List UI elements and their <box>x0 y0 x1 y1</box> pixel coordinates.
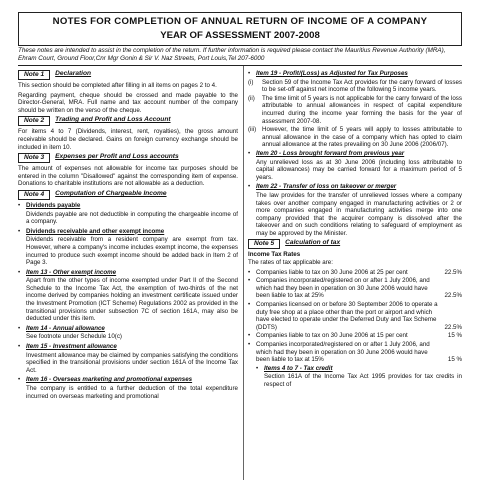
bullet-item <box>18 228 238 236</box>
bullet-icon: • <box>248 341 251 348</box>
bullet-heading: Item 19 - Profit/(Loss) as Adjusted for Tax Purposes <box>256 70 408 77</box>
rate-text: Companies incorporated/registered on or after 1 July 2006, and which had they been in operation on 30 June 2006 would have been liable to tax at 25% <box>256 277 430 300</box>
rate-value: 15 % <box>447 332 462 340</box>
bullet-heading: Item 16 - Overseas marketing and promotional expenses <box>26 376 193 384</box>
bullet-icon: • <box>18 324 21 332</box>
rate-text: Companies liable to tax on 30 June 2006 at 15 per cent <box>256 332 408 340</box>
bullet-icon: • <box>18 227 21 235</box>
list-number: (i) <box>248 78 254 86</box>
paragraph: Dividends receivable from a resident company are exempt from tax. However, where a company's income includes exempt income, the expenses incurred to produce such exempt income should be added back in Item 2 of Page 3. <box>26 236 238 267</box>
document-page <box>18 0 462 480</box>
note-label: Note 4 <box>18 190 50 200</box>
bullet-icon: • <box>248 70 251 77</box>
paragraph: Apart from the other types of income exempted under Part II of the Second Schedule to the Income Tax Act, the exemption of two-thirds of the net income derived by companies holding an investment certificate issued under the Investment Promotion (ICT Scheme) Regulations 2002 as provided in the transitional provisions under subsection 7C of section 161A, may also be deducted under this item. <box>26 277 238 323</box>
bullet-heading: Item 13 - Other exempt income <box>26 268 117 276</box>
bullet-icon: • <box>248 332 251 340</box>
note-2-header <box>18 116 238 126</box>
paragraph: Regarding payment, cheque should be crossed and made payable to the Director-General, MRA. Full name and tax account number of the company should be written on the verso of the cheque. <box>18 91 238 114</box>
page-title: NOTES FOR COMPLETION OF ANNUAL RETURN OF INCOME OF A COMPANY <box>52 16 428 27</box>
note-label: Note 5 <box>248 239 280 249</box>
bullet-item <box>248 150 462 158</box>
title-box <box>18 12 462 46</box>
note-title: Trading and Profit and Loss Account <box>55 116 171 124</box>
paragraph: The rates of tax applicable are: <box>248 259 333 267</box>
rate-value: 22.5% <box>444 323 462 331</box>
note-1-header <box>18 70 238 80</box>
intro-text: These notes are intended to assist in the completion of the return. If further information is required please contact the Mauritius Revenue Authority (MRA), Ehram Court, Ground Floor,Cnr Mgr Gonin & Sir V. Naz Streets, Port Louis,Tel 207-6000 <box>18 47 446 62</box>
bullet-item <box>248 183 462 191</box>
paragraph: The law provides for the transfer of unrelieved losses where a company takes over another company engaged in manufacturing activities or 2 or more companies engaged in manufacturing activities merge into one company provided that the acquirer company is dissolved after the takeover and on such conditions relating to safeguard of employment as may be approved by the Minister. <box>256 191 462 237</box>
rate-row <box>248 341 462 364</box>
list-number: (ii) <box>248 94 255 102</box>
bullet-icon: • <box>248 149 251 157</box>
rates-heading: Income Tax Rates <box>248 251 301 259</box>
list-number: (iii) <box>248 126 257 134</box>
bullet-item <box>18 376 238 384</box>
paragraph: The company is entitled to a further deduction of the total expenditure incurred on overseas marketing and promotional <box>26 385 238 400</box>
paragraph: Investment allowance may be claimed by companies satisfying the conditions specified in the transitional provisions under section 161A of the Income Tax Act. <box>26 351 238 374</box>
bullet-heading: Item 14 - Annual allowance <box>26 324 105 332</box>
rate-value: 15 % <box>447 356 462 364</box>
right-column <box>248 69 462 391</box>
note-label: Note 3 <box>18 153 50 163</box>
bullet-heading: Item 20 - Loss brought forward from previous year <box>256 149 405 157</box>
rate-value: 22.5% <box>444 268 462 276</box>
rate-row <box>248 269 462 277</box>
rate-row <box>248 301 462 331</box>
bullet-icon: • <box>248 301 251 309</box>
column-divider <box>243 66 244 480</box>
rate-value: 22.5% <box>444 292 462 300</box>
bullet-icon: • <box>248 183 251 191</box>
note-3-header <box>18 153 238 163</box>
bullet-icon: • <box>18 201 21 209</box>
paragraph: Section 161A of the Income Tax Act 1995 provides for tax credits in respect of <box>264 373 462 388</box>
note-5-header <box>248 239 462 249</box>
paragraph: Dividends payable are not deductible in computing the chargeable income of a company. <box>26 210 238 226</box>
list-text: Section 59 of the Income Tax Act provides for the carry forward of losses to be set-off against net income of the following 5 income years. <box>262 78 462 94</box>
bullet-item <box>18 202 238 210</box>
list-item <box>248 126 462 149</box>
bullet-item <box>18 325 238 333</box>
note-title: Calculation of tax <box>285 239 341 247</box>
divider <box>18 65 462 66</box>
note-title: Declaration <box>55 70 92 77</box>
bullet-heading: Item 22 - Transfer of loss on takeover or merger <box>256 183 397 191</box>
list-text: The time limit of 5 years is not applicable for the carry forward of the loss attributable to annual allowances in respect of capital expenditure incurred during the income year forming the basis for the year of assessment 2007-08. <box>262 94 462 125</box>
rate-row <box>248 332 462 340</box>
rate-text: Companies licensed on or before 30 September 2006 to operate a duty free shop at a place other than the port or airport and which have elected to operate under the Deferred Duty and Tax Scheme (DDTS) <box>256 301 438 331</box>
bullet-heading: Item 15 - Investment allowance <box>26 343 117 351</box>
bullet-heading: Dividends payable <box>26 201 81 209</box>
bullet-icon: • <box>18 376 21 384</box>
bullet-item <box>18 269 238 277</box>
bullet-heading: Dividends receivable and other exempt income <box>26 227 165 235</box>
bullet-heading: Items 4 to 7 - Tax credit <box>264 364 333 372</box>
bullet-icon: • <box>256 364 259 372</box>
bullet-icon: • <box>248 268 251 276</box>
paragraph: Any unrelieved loss as at 30 June 2006 (including loss attributable to capital allowances) may be carried forward for a maximum period of 5 years. <box>256 158 462 181</box>
note-label: Note 2 <box>18 116 50 126</box>
bullet-item <box>248 70 462 78</box>
bullet-icon: • <box>18 343 21 351</box>
rate-text: Companies liable to tax on 30 June 2006 at 25 per cent <box>256 268 408 276</box>
paragraph: The amount of expenses not allowable for income tax purposes should be entered in the column "Disallowed" against the corresponding item of expense. Donations to charitable institutions are not allowable as a deduction. <box>18 165 238 188</box>
bullet-item <box>248 365 462 373</box>
paragraph: For items 4 to 7 (Dividends, interest, rent, royalties), the gross amount receivable should be declared. Gains on foreign currency exchange should be included in item 10. <box>18 128 238 151</box>
note-4-header <box>18 190 238 200</box>
rate-text: Companies incorporated/registered on or after 1 July 2006, and which had they been in operation on 30 June 2006 would have been liable to tax at 15% <box>256 341 430 364</box>
numbered-list <box>248 79 462 149</box>
paragraph: See footnote under Schedule 10(c) <box>26 333 122 341</box>
bullet-icon: • <box>18 268 21 276</box>
list-item <box>248 95 462 125</box>
note-label: Note 1 <box>18 70 50 80</box>
paragraph: This section should be completed after filling in all items on pages 2 to 4. <box>18 82 217 89</box>
page-subtitle: YEAR OF ASSESSMENT 2007-2008 <box>160 30 320 41</box>
list-text: However, the time limit of 5 years will apply to losses attributable to annual allowance in the case of a company which has opted to claim annual allowance at the rates prevailing on 30 June 2006 (2006/07). <box>262 126 462 149</box>
list-item <box>248 79 462 94</box>
bullet-icon: • <box>248 277 251 285</box>
note-title: Expenses per Profit and Loss accounts <box>55 153 179 161</box>
bullet-item <box>18 343 238 351</box>
note-title: Computation of Chargeable Income <box>55 189 167 197</box>
rate-row <box>248 277 462 300</box>
left-column <box>18 69 238 402</box>
